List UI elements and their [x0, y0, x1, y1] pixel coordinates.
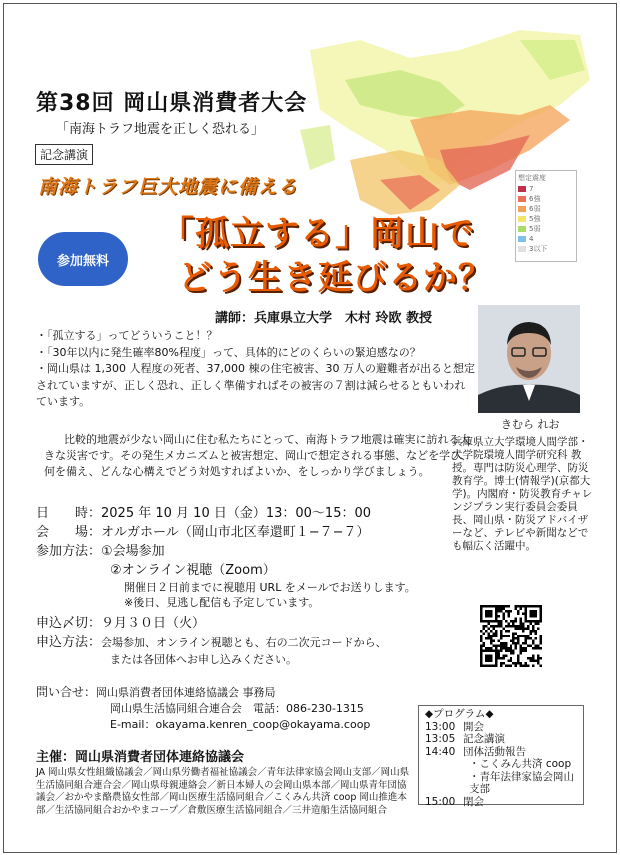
program-text: 開会	[463, 720, 484, 733]
map-legend	[515, 170, 577, 262]
lecturer-line: 講師：兵庫県立大学 木村 玲欧 教授	[215, 311, 433, 326]
lecture-badge: 記念講演	[35, 144, 93, 165]
program-text: ・こくみん共済 coop	[469, 758, 572, 770]
host-title: 主催：岡山県消費者団体連絡協議会	[36, 750, 245, 765]
event-title: 第38回 岡山県消費者大会	[36, 91, 308, 116]
intro-bullet: ・「30年以内に発生確率80%程度」って、具体的にどのくらいの緊迫感なの？	[36, 345, 421, 359]
program-item	[425, 733, 577, 746]
program-text: 閉会	[463, 795, 484, 808]
qr-code[interactable]	[480, 605, 542, 667]
method-online: ②オンライン視聴（Zoom）	[110, 563, 276, 578]
legend-swatch	[518, 186, 526, 192]
venue-label: 会 場：	[36, 525, 102, 540]
legend-item	[518, 234, 574, 244]
program-text: 団体活動報告	[463, 745, 526, 758]
deadline-label: 申込〆切：	[36, 616, 102, 631]
host-members: JA 岡山県女性組織協議会／岡山県労働者福祉協議会／青年法律家協会岡山支部／岡山県生活協同組合連合会／岡山県母親連絡会／新日本婦人の会岡山県本部／岡山県青年団協議会／おかやま酪農協女性部／岡山医療生活協同組合／こくみん共済 coop 岡山推進本部／生活協同組合おかやまコープ／倉敷医療生活協同組合／三井造船生活協同組合	[36, 767, 410, 816]
legend-label: 6強	[529, 195, 541, 203]
legend-item	[518, 204, 574, 214]
legend-label: 7	[529, 185, 534, 193]
event-subtitle: 「南海トラフ地震を正しく恐れる」	[56, 122, 265, 137]
intro-bullet: ・岡山県は 1,300 人程度の死者、37,000 棟の住宅被害、30 万人の避難者が出ると想定されていますが、正しく恐れ、正しく準備すればその被害の７割は減らせるともいわれています。	[36, 362, 475, 408]
contact-phone: 岡山県生活協同組合連合会 電話：086-230-1315	[110, 702, 364, 715]
program-item	[425, 771, 577, 796]
legend-label: 3以下	[529, 245, 548, 253]
archive-note: ※後日、見逃し配信も予定しています。	[124, 596, 320, 609]
legend-label: 4	[529, 235, 534, 243]
legend-item	[518, 184, 574, 194]
legend-label: 5弱	[529, 225, 541, 233]
program-time: 14:40	[425, 745, 456, 758]
contact-block	[36, 684, 370, 733]
online-note: 開催日２日前までに視聴用 URL をメールでお送りします。	[124, 581, 416, 594]
apply-line2: または各団体へお申し込みください。	[110, 653, 297, 666]
program-item	[425, 721, 577, 734]
legend-item	[518, 224, 574, 234]
headline-line2: どう生き延びるか？	[178, 258, 493, 298]
intro-paragraph: 比較的地震が少ない岡山に住む私たちにとって、南海トラフ地震は確実に訪れる大きな災害です。その発生メカニズムと被害想定、岡山で想定される事態、などを学び、何を備え、どんな心構えでどう対処すればよいか、をしっかり学びましょう。	[44, 433, 472, 478]
program-text: ・青年法律家協会岡山支部	[469, 770, 574, 795]
speaker-photo	[478, 305, 580, 413]
apply-label: 申込方法：	[36, 635, 102, 650]
free-badge: 参加無料	[38, 232, 128, 286]
legend-title: 想定震度	[518, 174, 546, 182]
program-title: ◆プログラム◆	[425, 708, 494, 720]
program-box	[418, 705, 584, 808]
legend-swatch	[518, 216, 526, 222]
venue-value: オルガホール（岡山市北区奉還町１−７−７）	[101, 525, 370, 540]
intro-bullet: ・「孤立する」ってどういうこと！？	[36, 329, 218, 342]
program-item	[425, 758, 577, 771]
legend-swatch	[518, 226, 526, 232]
legend-swatch	[518, 196, 526, 202]
legend-item	[518, 194, 574, 204]
method-label: 参加方法：	[36, 544, 102, 559]
legend-label: 6弱	[529, 205, 541, 213]
program-item	[425, 746, 577, 759]
deadline-value: ９月３０日（火）	[101, 616, 206, 631]
kicker-title: 南海トラフ巨大地震に備える	[38, 176, 299, 198]
legend-swatch	[518, 206, 526, 212]
date-label: 日 時：	[36, 506, 102, 521]
speaker-bio: 兵庫県立大学環境人間学部・大学院環境人間学研究科 教授。専門は防災心理学、防災教育学。博士(情報学)(京都大学)。内閣府・防災教育チャレンジプラン実行委員会委員長、岡山県・防災アドバイザーなど、テレビや新聞などでも幅広く活躍中。	[452, 436, 593, 552]
legend-label: 5強	[529, 215, 541, 223]
legend-item	[518, 214, 574, 224]
program-text: 記念講演	[463, 733, 505, 745]
legend-item	[518, 244, 574, 254]
program-time	[425, 771, 463, 796]
event-details	[36, 504, 416, 667]
headline-line1: 「孤立する」岡山で	[160, 214, 475, 254]
method-venue: ①会場参加	[101, 544, 165, 559]
legend-swatch	[518, 246, 526, 252]
contact-label: 問い合せ：	[36, 685, 97, 699]
program-time	[425, 758, 463, 771]
program-time: 15:00	[425, 795, 456, 808]
legend-swatch	[518, 236, 526, 242]
program-item	[425, 796, 577, 809]
program-time: 13:00	[425, 720, 456, 733]
program-time: 13:05	[425, 733, 456, 745]
apply-line1: 会場参加、オンライン視聴とも、右の二次元コードから、	[101, 636, 387, 649]
speaker-name-kana: きむら れお	[501, 418, 560, 431]
contact-office: 岡山県消費者団体連絡協議会 事務局	[96, 686, 276, 699]
contact-email[interactable]: E-mail：okayama.kenren_coop@okayama.coop	[110, 718, 371, 731]
date-value: 2025 年 10 月 10 日（金）13：00〜15：00	[101, 506, 372, 521]
intro-bullets	[36, 328, 476, 411]
